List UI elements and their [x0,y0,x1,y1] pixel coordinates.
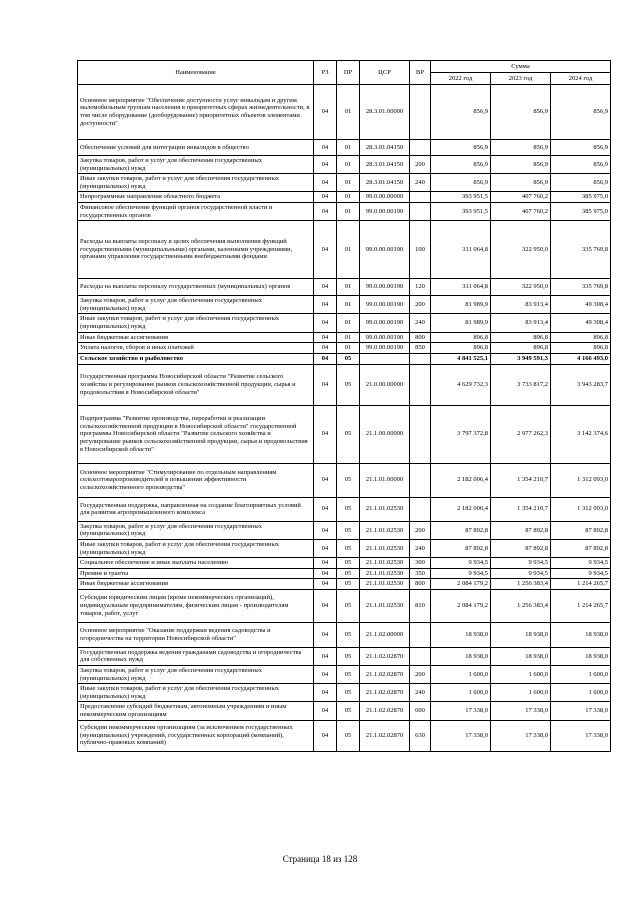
cell-y1: 311 064,8 [431,279,491,296]
cell-y1: 2 084 179,2 [431,579,491,590]
cell-csr: 21.1.01.02530 [360,579,410,590]
cell-csr: 99.0.00.00190 [360,296,410,314]
cell-y3: 335 769,8 [551,221,611,279]
cell-y3: 1 312 093,0 [551,497,611,521]
cell-name: Иные бюджетные ассигнования [78,579,314,590]
cell-csr: 21.1.02.02870 [360,702,410,720]
cell-pr: 05 [337,521,360,539]
cell-name: Иные закупки товаров, работ и услуг для обеспечения государственных (муниципальных) нужд [78,684,314,702]
cell-rz: 04 [314,521,337,539]
cell-pr: 05 [337,405,360,463]
cell-name: Финансовое обеспечение функций органов государственной власти и государственных органов [78,202,314,220]
cell-vr [410,405,431,463]
cell-y2: 18 938,0 [491,622,551,647]
cell-csr: 21.1.01.02530 [360,589,410,622]
cell-csr: 28.3.01.04150 [360,140,410,156]
table-row [78,332,611,343]
cell-rz: 04 [314,314,337,332]
cell-pr: 01 [337,314,360,332]
cell-y2: 1 354 210,7 [491,497,551,521]
cell-csr: 21.1.01.02530 [360,558,410,569]
cell-name: Основное мероприятие "Обеспечение доступности услуг инвалидам и другим маломобильным группам населения в приоритетных сферах жизнедеятельности, в том числе оборудование (дооборудование) приоритетных объектов элементами доступности" [78,85,314,140]
table-row [78,463,611,497]
cell-rz: 04 [314,702,337,720]
cell-y3: 385 975,0 [551,202,611,220]
cell-y1: 856,9 [431,174,491,192]
cell-csr: 28.3.01.04150 [360,174,410,192]
cell-rz: 04 [314,156,337,174]
cell-rz: 04 [314,332,337,343]
cell-csr: 21.1.02.02870 [360,720,410,751]
cell-csr: 21.0.00.00000 [360,364,410,405]
cell-vr: 200 [410,521,431,539]
table-row [78,192,611,203]
cell-pr: 05 [337,702,360,720]
cell-y1: 856,9 [431,85,491,140]
cell-name: Иные закупки товаров, работ и услуг для обеспечения государственных (муниципальных) нужд [78,314,314,332]
table-row [78,221,611,279]
cell-y1: 81 989,9 [431,296,491,314]
table-body [78,85,611,752]
cell-y2: 3 949 591,3 [491,353,551,364]
cell-csr: 28.3.01.04150 [360,156,410,174]
cell-csr: 21.1.02.02870 [360,666,410,684]
cell-pr: 05 [337,579,360,590]
cell-csr [360,353,410,364]
cell-vr: 240 [410,174,431,192]
cell-y2: 856,9 [491,156,551,174]
cell-pr: 01 [337,192,360,203]
cell-pr: 05 [337,558,360,569]
cell-name: Субсидии некоммерческим организациям (за исключением государственных (муниципальных) учреждений, государственных корпораций (компаний), публично-правовых компаний) [78,720,314,751]
cell-pr: 01 [337,202,360,220]
cell-y2: 17 338,0 [491,720,551,751]
cell-y3: 385 975,0 [551,192,611,203]
cell-pr: 01 [337,279,360,296]
table-row [78,539,611,557]
cell-y2: 856,9 [491,85,551,140]
cell-y3: 896,8 [551,343,611,354]
table-row [78,296,611,314]
cell-vr: 810 [410,589,431,622]
cell-y3: 87 892,8 [551,521,611,539]
cell-y3: 335 769,8 [551,279,611,296]
page-number: Страница 18 из 128 [282,854,358,864]
table-row [78,622,611,647]
cell-y1: 9 934,5 [431,568,491,579]
cell-name: Субсидии юридическим лицам (кроме некоммерческих организаций), индивидуальным предпринимателям, физическим лицам - производителям товаров, работ, услуг [78,589,314,622]
cell-vr: 240 [410,314,431,332]
cell-name: Уплата налогов, сборов и иных платежей [78,343,314,354]
cell-y3: 17 338,0 [551,702,611,720]
cell-y3: 856,9 [551,174,611,192]
cell-vr [410,647,431,665]
header-year-2024: 2024 год [551,73,611,85]
cell-csr: 99.0.00.00190 [360,343,410,354]
cell-y3: 896,8 [551,332,611,343]
header-csr: ЦСР [360,61,410,85]
cell-y1: 2 182 006,4 [431,463,491,497]
cell-vr: 240 [410,684,431,702]
cell-pr: 01 [337,332,360,343]
header-sum: Сумма [431,61,611,73]
cell-rz: 04 [314,666,337,684]
cell-vr [410,353,431,364]
cell-rz: 04 [314,539,337,557]
cell-name: Расходы на выплаты персоналу государственных (муниципальных) органов [78,279,314,296]
table-row [78,405,611,463]
cell-csr: 21.1.01.02530 [360,539,410,557]
table-row [78,720,611,751]
cell-y2: 1 256 383,4 [491,579,551,590]
header-name: Наименование [78,61,314,85]
cell-rz: 04 [314,579,337,590]
table-row [78,568,611,579]
cell-vr: 240 [410,539,431,557]
cell-y2: 18 938,0 [491,647,551,665]
cell-pr: 05 [337,589,360,622]
cell-y1: 9 934,5 [431,558,491,569]
cell-name: Государственная поддержка ведения гражданами садоводства и огородничества для собственных нужд [78,647,314,665]
cell-y3: 3 142 374,6 [551,405,611,463]
cell-rz: 04 [314,647,337,665]
cell-name: Основное мероприятие "Оказание поддержки ведения садоводства и огородничества на территории Новосибирской области" [78,622,314,647]
cell-rz: 04 [314,684,337,702]
cell-name: Основное мероприятие "Стимулирование по отдельным направлениям сельхозтоваропроизводителей в повышении эффективности сельскохозяйственного производства" [78,463,314,497]
cell-rz: 04 [314,405,337,463]
cell-rz: 04 [314,353,337,364]
cell-y1: 393 951,5 [431,202,491,220]
cell-vr: 200 [410,156,431,174]
cell-y3: 1 214 265,7 [551,579,611,590]
header-year-2023: 2023 год [491,73,551,85]
table-row [78,647,611,665]
cell-y2: 87 892,8 [491,521,551,539]
cell-pr: 05 [337,463,360,497]
cell-y1: 856,9 [431,156,491,174]
cell-y3: 49 308,4 [551,314,611,332]
cell-y1: 896,8 [431,332,491,343]
cell-y2: 322 950,0 [491,221,551,279]
cell-pr: 05 [337,364,360,405]
cell-y2: 9 934,5 [491,558,551,569]
cell-rz: 04 [314,202,337,220]
cell-y3: 4 166 493,0 [551,353,611,364]
cell-name: Иные закупки товаров, работ и услуг для обеспечения государственных (муниципальных) нужд [78,539,314,557]
cell-y1: 87 892,8 [431,539,491,557]
cell-rz: 04 [314,140,337,156]
cell-vr: 850 [410,343,431,354]
cell-csr: 21.1.01.02530 [360,497,410,521]
cell-csr: 99.0.00.00190 [360,314,410,332]
header-year-2022: 2022 год [431,73,491,85]
cell-name: Государственная поддержка, направленная на создание благоприятных условий для развития агропромышленного комплекса [78,497,314,521]
cell-vr: 300 [410,558,431,569]
cell-vr: 200 [410,296,431,314]
cell-y3: 1 312 093,0 [551,463,611,497]
cell-name: Премии и гранты [78,568,314,579]
cell-y3: 9 934,5 [551,568,611,579]
table-row [78,579,611,590]
cell-csr: 99.0.00.00190 [360,221,410,279]
cell-y2: 3 733 817,2 [491,364,551,405]
cell-csr: 21.1.01.02530 [360,521,410,539]
cell-y3: 1 600,0 [551,666,611,684]
cell-y2: 856,9 [491,174,551,192]
cell-rz: 04 [314,568,337,579]
header-vr: ВР [410,61,431,85]
cell-pr: 05 [337,666,360,684]
cell-rz: 04 [314,463,337,497]
table-row [78,140,611,156]
cell-pr: 01 [337,156,360,174]
cell-y1: 856,9 [431,140,491,156]
cell-y3: 3 943 283,7 [551,364,611,405]
cell-vr [410,202,431,220]
cell-y1: 17 338,0 [431,702,491,720]
cell-y1: 896,8 [431,343,491,354]
cell-y3: 856,9 [551,156,611,174]
cell-y1: 18 938,0 [431,622,491,647]
cell-pr: 05 [337,684,360,702]
table-row [78,314,611,332]
cell-y1: 2 084 179,2 [431,589,491,622]
cell-y3: 856,9 [551,140,611,156]
header-rz: РЗ [314,61,337,85]
cell-csr: 99.0.00.00190 [360,279,410,296]
cell-y2: 896,8 [491,332,551,343]
cell-vr: 800 [410,579,431,590]
table-row [78,202,611,220]
cell-vr: 120 [410,279,431,296]
cell-vr [410,622,431,647]
cell-y1: 1 600,0 [431,666,491,684]
cell-vr: 800 [410,332,431,343]
cell-y3: 9 934,5 [551,558,611,569]
budget-table [77,60,611,752]
cell-rz: 04 [314,85,337,140]
cell-name: Социальное обеспечение и иные выплаты населению [78,558,314,569]
cell-csr: 21.1.02.02870 [360,647,410,665]
cell-vr [410,192,431,203]
cell-csr: 21.1.02.00000 [360,622,410,647]
cell-rz: 04 [314,558,337,569]
cell-rz: 04 [314,589,337,622]
cell-csr: 99.0.00.00190 [360,332,410,343]
cell-pr: 05 [337,647,360,665]
cell-csr: 99.0.00.00000 [360,192,410,203]
cell-vr: 600 [410,702,431,720]
cell-csr: 21.1.01.00000 [360,463,410,497]
cell-csr: 21.1.01.02530 [360,568,410,579]
cell-pr: 01 [337,174,360,192]
table-row [78,558,611,569]
cell-y3: 856,9 [551,85,611,140]
cell-y1: 3 797 372,8 [431,405,491,463]
table-row [78,666,611,684]
cell-name: Подпрограмма "Развитие производства, переработки и реализации сельскохозяйственной продукции в Новосибирской области" государственной программы Новосибирской области "Развитие сельского хозяйства и регулирование рынков сельскохозяйственной продукции, сырья и продовольствия в Новосибирской области" [78,405,314,463]
cell-name: Иные бюджетные ассигнования [78,332,314,343]
cell-y2: 83 913,4 [491,314,551,332]
table-row [78,497,611,521]
cell-pr: 05 [337,568,360,579]
cell-y1: 1 600,0 [431,684,491,702]
cell-vr [410,140,431,156]
cell-y2: 856,9 [491,140,551,156]
cell-rz: 04 [314,622,337,647]
table-row [78,343,611,354]
table-row [78,702,611,720]
cell-y2: 2 977 262,3 [491,405,551,463]
cell-rz: 04 [314,174,337,192]
cell-rz: 04 [314,192,337,203]
cell-pr: 05 [337,720,360,751]
cell-y2: 87 892,8 [491,539,551,557]
cell-y1: 4 841 525,1 [431,353,491,364]
cell-y2: 407 760,2 [491,202,551,220]
cell-vr: 350 [410,568,431,579]
cell-name: Закупка товаров, работ и услуг для обеспечения государственных (муниципальных) нужд [78,296,314,314]
table-row [78,684,611,702]
table-row [78,279,611,296]
cell-pr: 05 [337,353,360,364]
cell-name: Сельское хозяйство и рыболовство [78,353,314,364]
cell-y2: 407 760,2 [491,192,551,203]
cell-csr: 28.3.01.00000 [360,85,410,140]
budget-page [77,60,610,752]
table-row [78,85,611,140]
cell-rz: 04 [314,296,337,314]
cell-name: Иные закупки товаров, работ и услуг для обеспечения государственных (муниципальных) нужд [78,174,314,192]
cell-pr: 01 [337,85,360,140]
cell-y2: 17 338,0 [491,702,551,720]
cell-vr: 200 [410,666,431,684]
cell-y3: 18 938,0 [551,647,611,665]
cell-y2: 1 354 210,7 [491,463,551,497]
cell-name: Расходы на выплаты персоналу в целях обеспечения выполнения функций государственными (муниципальными) органами, казенными учреждениями, органами управления государственными внебюджетными фондами [78,221,314,279]
cell-y3: 17 338,0 [551,720,611,751]
cell-y1: 4 629 732,3 [431,364,491,405]
cell-csr: 99.0.00.00190 [360,202,410,220]
cell-pr: 01 [337,343,360,354]
cell-y1: 17 338,0 [431,720,491,751]
table-row [78,353,611,364]
cell-y3: 18 938,0 [551,622,611,647]
table-row [78,364,611,405]
cell-rz: 04 [314,221,337,279]
cell-y2: 9 934,5 [491,568,551,579]
cell-name: Закупка товаров, работ и услуг для обеспечения государственных (муниципальных) нужд [78,521,314,539]
cell-vr [410,364,431,405]
cell-csr: 21.1.00.00000 [360,405,410,463]
cell-rz: 04 [314,343,337,354]
cell-vr: 100 [410,221,431,279]
cell-vr [410,463,431,497]
cell-pr: 01 [337,296,360,314]
cell-y3: 49 308,4 [551,296,611,314]
header-pr: ПР [337,61,360,85]
cell-y3: 1 600,0 [551,684,611,702]
cell-vr [410,497,431,521]
cell-pr: 01 [337,221,360,279]
cell-name: Закупка товаров, работ и услуг для обеспечения государственных (муниципальных) нужд [78,666,314,684]
cell-y1: 18 938,0 [431,647,491,665]
cell-name: Обеспечение условий для интеграции инвалидов в общество [78,140,314,156]
cell-csr: 21.1.02.02870 [360,684,410,702]
cell-rz: 04 [314,497,337,521]
cell-y3: 87 892,8 [551,539,611,557]
cell-y1: 87 892,8 [431,521,491,539]
cell-pr: 01 [337,140,360,156]
table-row [78,589,611,622]
cell-name: Государственная программа Новосибирской области "Развитие сельского хозяйства и регулирование рынков сельскохозяйственной продукции, сырья и продовольствия в Новосибирской области" [78,364,314,405]
cell-y1: 81 989,9 [431,314,491,332]
table-row [78,521,611,539]
cell-name: Предоставление субсидий бюджетным, автономным учреждениям и иным некоммерческим организациям [78,702,314,720]
cell-y2: 1 600,0 [491,666,551,684]
cell-y1: 2 182 006,4 [431,497,491,521]
cell-rz: 04 [314,720,337,751]
cell-y3: 1 214 265,7 [551,589,611,622]
cell-vr: 630 [410,720,431,751]
cell-pr: 05 [337,497,360,521]
cell-y1: 393 951,5 [431,192,491,203]
cell-y1: 311 064,8 [431,221,491,279]
table-row [78,174,611,192]
table-row [78,156,611,174]
cell-vr [410,85,431,140]
cell-name: Непрограммные направления областного бюджета [78,192,314,203]
cell-rz: 04 [314,364,337,405]
cell-pr: 05 [337,539,360,557]
cell-rz: 04 [314,279,337,296]
cell-y2: 1 600,0 [491,684,551,702]
cell-name: Закупка товаров, работ и услуг для обеспечения государственных (муниципальных) нужд [78,156,314,174]
cell-y2: 83 913,4 [491,296,551,314]
cell-y2: 1 256 383,4 [491,589,551,622]
cell-y2: 322 950,0 [491,279,551,296]
cell-pr: 05 [337,622,360,647]
cell-y2: 896,8 [491,343,551,354]
